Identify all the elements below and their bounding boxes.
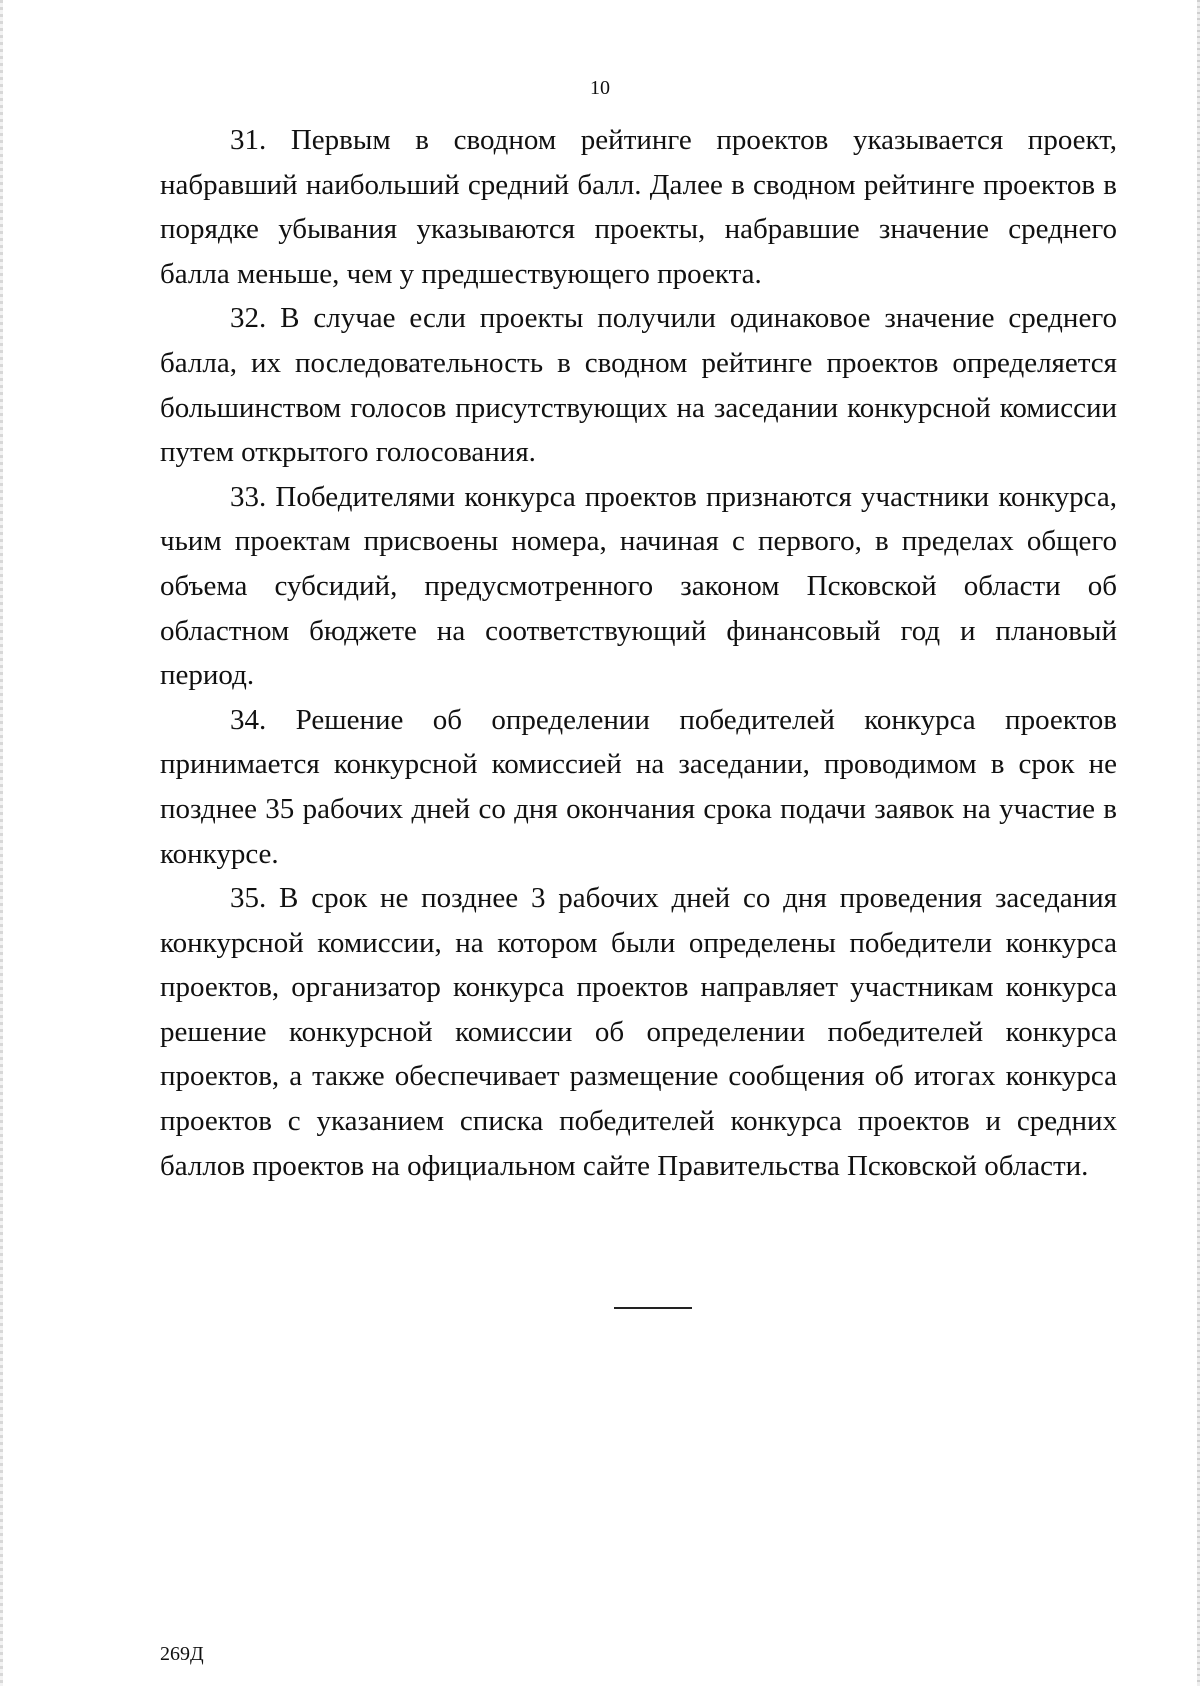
scan-edge-left: [0, 0, 3, 1686]
paragraph-35: 35. В срок не позднее 3 рабочих дней со дня проведения заседания конкурсной комиссии, на котором были определены победители конкурса проектов, организатор конкурса проектов направляет участникам конкурса решение конкурсной комиссии об определении победителей конкурса проектов, а также обеспечивает размещение сообщения об итогах конкурса проектов с указанием списка победителей конкурса проектов и средних баллов проектов на официальном сайте Правительства Псковской области.: [160, 882, 1117, 1182]
paragraph-32: 32. В случае если проекты получили одинаковое значение среднего балла, их последовательность в сводном рейтинге проектов определяется большинством голосов присутствующих на заседании конкурсной комиссии путем открытого голосования.: [160, 302, 1117, 469]
end-of-document-rule: [614, 1307, 692, 1309]
page-number: 10: [590, 77, 610, 99]
paragraph-31: 31. Первым в сводном рейтинге проектов указывается проект, набравший наибольший средний балл. Далее в сводном рейтинге проектов в порядке убывания указываются проекты, набравшие значение среднего балла меньше, чем у предшествующего проекта.: [160, 124, 1117, 290]
paragraph-33: 33. Победителями конкурса проектов признаются участники конкурса, чьим проектам присвоены номера, начиная с первого, в пределах общего объема субсидий, предусмотренного законом Псковской области об областном бюджете на соответствующий финансовый год и плановый период.: [160, 480, 1117, 692]
document-code: 269Д: [160, 1643, 204, 1665]
paragraph-34: 34. Решение об определении победителей конкурса проектов принимается конкурсной комиссией на заседании, проводимом в срок не позднее 35 рабочих дней со дня окончания срока подачи заявок на участие в конкурсе.: [160, 703, 1117, 870]
document-body: [160, 118, 1117, 1188]
